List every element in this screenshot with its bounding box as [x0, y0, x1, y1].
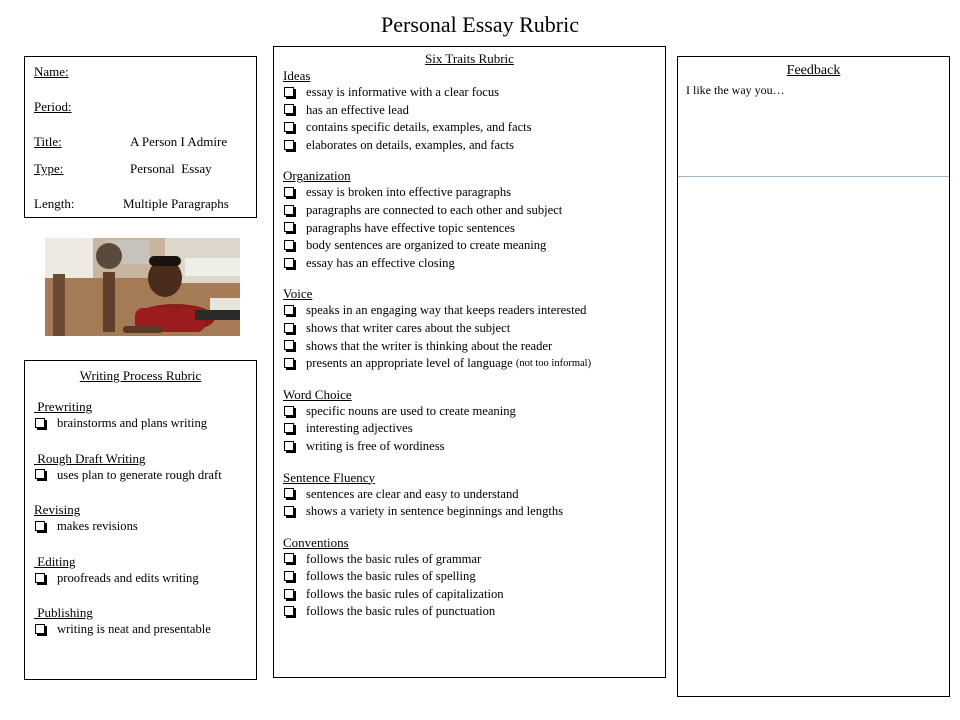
- section-heading: Editing: [34, 553, 76, 569]
- checklist-item[interactable]: shows that the writer is thinking about the reader: [283, 338, 656, 356]
- checklist-item[interactable]: uses plan to generate rough draft: [34, 467, 247, 485]
- checkbox-icon[interactable]: [284, 104, 294, 114]
- checkbox-icon[interactable]: [284, 205, 294, 215]
- checklist-item[interactable]: paragraphs have effective topic sentences: [283, 220, 656, 238]
- writing-process-rubric: [24, 360, 257, 680]
- checklist-item[interactable]: presents an appropriate level of language (not too informal): [283, 355, 656, 373]
- checklist-item[interactable]: follows the basic rules of grammar: [283, 551, 656, 569]
- checkbox-icon[interactable]: [284, 305, 294, 315]
- length-label: Length:: [34, 196, 75, 211]
- section-heading: Prewriting: [34, 399, 93, 414]
- checkbox-icon[interactable]: [284, 606, 294, 616]
- section-heading: Sentence Fluency: [283, 469, 376, 485]
- checkbox-icon[interactable]: [284, 488, 294, 498]
- photo-illustration: [45, 238, 240, 336]
- student-info-box: [24, 56, 257, 218]
- section-heading: Word Choice: [283, 386, 352, 402]
- checklist-item[interactable]: sentences are clear and easy to understand: [283, 486, 656, 504]
- trait-section-sentence-fluency: [283, 469, 656, 521]
- six-traits-rubric: [273, 46, 666, 678]
- checklist-item[interactable]: shows that writer cares about the subject: [283, 320, 656, 338]
- checkbox-icon[interactable]: [35, 418, 45, 428]
- checklist-item[interactable]: follows the basic rules of punctuation: [283, 603, 656, 621]
- checkbox-icon[interactable]: [284, 506, 294, 516]
- checkbox-icon[interactable]: [35, 573, 45, 583]
- checklist-item[interactable]: writing is free of wordiness: [283, 438, 656, 456]
- section-heading: Conventions: [283, 534, 349, 550]
- section-heading: Revising: [34, 502, 81, 518]
- checkbox-icon[interactable]: [284, 140, 294, 150]
- process-section-publishing: [34, 604, 247, 639]
- checklist-item[interactable]: follows the basic rules of capitalization: [283, 586, 656, 604]
- name-label: Name:: [34, 64, 69, 79]
- title-value: A Person I Admire: [130, 134, 228, 149]
- type-value: Personal Essay: [130, 161, 212, 176]
- checklist-item[interactable]: paragraphs are connected to each other and subject: [283, 202, 656, 220]
- checkbox-icon[interactable]: [284, 340, 294, 350]
- section-heading: Ideas: [283, 68, 311, 83]
- length-value: Multiple Paragraphs: [123, 196, 229, 211]
- checkbox-icon[interactable]: [35, 624, 45, 634]
- trait-section-conventions: [283, 534, 656, 621]
- checklist-item[interactable]: essay has an effective closing: [283, 255, 656, 273]
- checkbox-icon[interactable]: [284, 122, 294, 132]
- checkbox-icon[interactable]: [284, 323, 294, 333]
- process-section-editing: [34, 553, 247, 588]
- checkbox-icon[interactable]: [284, 571, 294, 581]
- trait-section-word-choice: [283, 386, 656, 456]
- section-heading: Publishing: [34, 605, 93, 621]
- checkbox-icon[interactable]: [284, 406, 294, 416]
- checklist-item[interactable]: writing is neat and presentable: [34, 621, 247, 639]
- checklist-item[interactable]: shows a variety in sentence beginnings and lengths: [283, 503, 656, 521]
- page-title: Personal Essay Rubric: [381, 12, 579, 37]
- checklist-item[interactable]: speaks in an engaging way that keeps readers interested: [283, 302, 656, 320]
- checklist-item[interactable]: essay is broken into effective paragraphs: [283, 184, 656, 202]
- checkbox-icon[interactable]: [284, 553, 294, 563]
- checkbox-icon[interactable]: [284, 187, 294, 197]
- process-section-revising: [34, 501, 247, 536]
- checkbox-icon[interactable]: [284, 441, 294, 451]
- checklist-item[interactable]: contains specific details, examples, and facts: [283, 119, 656, 137]
- process-rubric-title: Writing Process Rubric: [79, 368, 202, 383]
- checkbox-icon[interactable]: [284, 358, 294, 368]
- checkbox-icon[interactable]: [35, 521, 45, 531]
- checklist-item[interactable]: follows the basic rules of spelling: [283, 568, 656, 586]
- trait-section-ideas: [283, 67, 656, 154]
- period-label: Period:: [34, 99, 72, 114]
- feedback-box: [677, 56, 950, 697]
- checklist-item[interactable]: body sentences are organized to create meaning: [283, 237, 656, 255]
- type-label: Type:: [34, 161, 64, 176]
- feedback-title: Feedback: [786, 63, 841, 78]
- checklist-item[interactable]: makes revisions: [34, 518, 247, 536]
- checkbox-icon[interactable]: [284, 258, 294, 268]
- item-note: (not too informal): [515, 358, 592, 370]
- section-heading: Organization: [283, 168, 351, 184]
- checklist-item[interactable]: has an effective lead: [283, 102, 656, 120]
- process-section-prewriting: [34, 398, 247, 433]
- section-heading: Voice: [283, 286, 313, 302]
- checklist-item[interactable]: specific nouns are used to create meaning: [283, 403, 656, 421]
- checklist-item[interactable]: essay is informative with a clear focus: [283, 84, 656, 102]
- checklist-item[interactable]: elaborates on details, examples, and facts: [283, 137, 656, 155]
- feedback-text[interactable]: I like the way you…: [686, 83, 785, 97]
- process-section-rough-draft: [34, 450, 247, 485]
- checkbox-icon[interactable]: [284, 589, 294, 599]
- section-heading: Rough Draft Writing: [34, 450, 146, 466]
- checklist-item[interactable]: brainstorms and plans writing: [34, 415, 247, 433]
- football-photo: [45, 238, 240, 336]
- checkbox-icon[interactable]: [284, 423, 294, 433]
- checkbox-icon[interactable]: [284, 240, 294, 250]
- checklist-item[interactable]: proofreads and edits writing: [34, 570, 247, 588]
- trait-section-voice: [283, 285, 656, 372]
- checkbox-icon[interactable]: [284, 222, 294, 232]
- checkbox-icon[interactable]: [35, 469, 45, 479]
- checklist-item[interactable]: interesting adjectives: [283, 420, 656, 438]
- title-label: Title:: [34, 134, 62, 149]
- checkbox-icon[interactable]: [284, 87, 294, 97]
- feedback-divider: [678, 176, 949, 177]
- trait-section-organization: [283, 167, 656, 272]
- traits-rubric-title: Six Traits Rubric: [425, 51, 514, 66]
